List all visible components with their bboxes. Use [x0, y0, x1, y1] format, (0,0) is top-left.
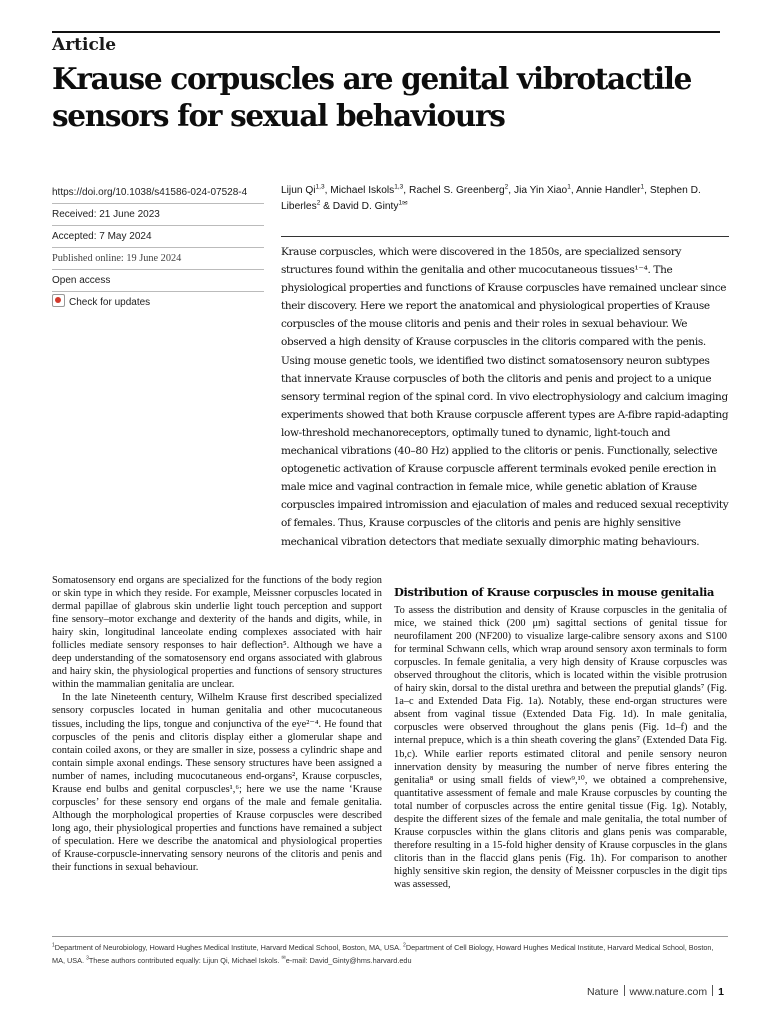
author-name[interactable]: Jia Yin Xiao: [513, 185, 568, 196]
author-affiliation: 2: [316, 199, 321, 207]
journal-url[interactable]: www.nature.com: [629, 986, 708, 998]
author-separator: ,: [570, 185, 576, 196]
accepted-date: Accepted: 7 May 2024: [52, 226, 264, 248]
section-heading: Distribution of Krause corpuscles in mouse genitalia: [394, 585, 715, 599]
journal-name: Nature: [587, 986, 619, 998]
affiliation-2: Department of Cell Biology, Howard Hughes Medical Institute, Harvard Medical School, Boston, MA, USA.: [52, 943, 714, 965]
footnote-mark: 1: [52, 942, 55, 949]
affiliations-footnote: [52, 936, 728, 967]
equal-contribution-note: These authors contributed equally: Lijun Qi, Michael Iskols.: [88, 956, 280, 965]
check-for-updates-button[interactable]: [52, 292, 264, 313]
page-footer: [587, 985, 724, 998]
page-number: 1: [718, 986, 724, 998]
results-column: [394, 583, 727, 891]
email-icon: ✉: [281, 955, 286, 961]
author-name[interactable]: Rachel S. Greenberg: [408, 185, 505, 196]
check-for-updates-icon: [52, 294, 65, 307]
intro-paragraph: In the late Nineteenth century, Wilhelm Krause first described specialized sensory corpuscles located in human genitalia and other mucocutaneous tissues, including the lips, tongue and conjunctiva of the eye²⁻⁴. He found that corpuscles of the penis and clitoris display either a glomerular shape and contain coiled axons, or they are smaller in size, possess a cylindric shape and contain simple axonal endings. These sensory structures have been assigned a number of names, including mucocutaneous end-organs², Krause corpuscles, Krause end bulbs and genital corpuscles¹,⁶; here we use the name ‘Krause corpuscles’ for these sensory end organs of the male and female genitalia. Although the morphological properties of Krause corpuscles were described long ago, their physiological properties and functions have remained a subject of speculation. Here we describe the anatomical and physiological properties of Krause-corpuscle-innervating sensory neurons of the clitoris and penis and their functions in sexual behaviour.: [52, 692, 382, 874]
email-icon: ✉: [402, 200, 408, 207]
open-access-label: Open access: [52, 270, 264, 292]
footer-divider: [624, 985, 625, 996]
affiliation-1: Department of Neurobiology, Howard Hughes Medical Institute, Harvard Medical School, Boston, MA, USA.: [54, 943, 402, 952]
author-list: [281, 183, 701, 215]
author-name[interactable]: Michael Iskols: [330, 185, 395, 196]
article-type-label: Article: [52, 31, 720, 55]
doi-link[interactable]: https://doi.org/10.1038/s41586-024-07528-4: [52, 182, 264, 204]
author-affiliation: 1,3: [394, 183, 404, 191]
author-affiliation: 1: [567, 183, 571, 191]
article-metadata: [52, 182, 264, 313]
author-affiliation: 2: [504, 183, 509, 191]
author-separator: ,: [508, 185, 514, 196]
author-separator: ,: [403, 185, 409, 196]
author-name[interactable]: Lijun Qi: [281, 185, 316, 196]
abstract: Krause corpuscles, which were discovered in the 1850s, are specialized sensory structures found within the genitalia and other mucocutaneous tissues¹⁻⁴. The physiological properties and functions of Krause corpuscles have remained unclear since their discovery. Here we report the anatomical and physiological properties of Krause corpuscles of the mouse clitoris and penis and their roles in sexual behaviour. We observed a high density of Krause corpuscles in the clitoris compared with the penis. Using mouse genetic tools, we identified two distinct somatosensory neuron subtypes that innervate Krause corpuscles of both the clitoris and penis and project to a unique sensory terminal region of the spinal cord. In vivo electrophysiology and calcium imaging experiments showed that both Krause corpuscle afferent types are A-fibre rapid-adapting low-threshold mechanoreceptors, optimally tuned to dynamic, light-touch and mechanical vibrations (40–80 Hz) applied to the clitoris or penis. Functionally, selective optogenetic activation of Krause corpuscle afferent terminals evoked penile erection in male mice and vaginal contraction in female mice, while genetic ablation of Krause corpuscles impaired intromission and ejaculation of males and reduced sexual receptivity of females. Thus, Krause corpuscles of the clitoris and penis are highly sensitive mechanical vibration detectors that mediate sexually dimorphic mating behaviours.: [281, 236, 729, 551]
author-name[interactable]: Stephen D. Liberles: [281, 185, 701, 212]
published-date: Published online: 19 June 2024: [52, 248, 264, 270]
author-affiliation: 1: [398, 199, 403, 207]
section-paragraph: To assess the distribution and density of Krause corpuscles in the genitalia of mice, we stained thick (200 μm) sagittal sections of genital tissue for neurofilament 200 (NF200) to visualize large-calibre sensory axons and S100 for terminal Schwann cells, which wrap around sensory axon terminals to form corpuscles. In female genitalia, a very high density of Krause corpuscles was observed throughout the clitoris, which is located within the visible protrusion of hairy skin, dorsal to the distal urethra and between the preputial glands⁷ (Fig. 1a–c and Extended Data Fig. 1a). Notably, these end-organ structures were absent from vaginal tissue (Extended Data Fig. 1d). In male genitalia, corpuscles were observed throughout the glans penis (Fig. 1d–f) and the internal prepuce, which is a thin sheath covering the glans⁷ (Extended Data Fig. 1b,c). While earlier reports estimated clitoral and penile sensory neuron innervation density by measuring the number of nerve fibres entering the genitalia⁸ or using small fields of view⁹,¹⁰, we obtained a comprehensive, quantitative assessment of female and male Krause corpuscles by counting the total number of corpuscles across the entire genital tissue (Fig. 1g). Notably, despite the different sizes of the female and male genitalia, the total number of Krause corpuscles within the glans clitoris and glans penis was comparable, therefore resulting in a 15-fold higher density of Krause corpuscles in the glans clitoris than in the flaccid glans penis (Fig. 1h). For comparison to another highly sensitive skin region, the density of Meissner corpuscles in the digit tips was assessed,: [394, 605, 727, 890]
footnote-mark: 3: [86, 955, 89, 962]
author-affiliation: 1,3: [315, 183, 325, 191]
check-for-updates-label: Check for updates: [69, 297, 151, 308]
author-name[interactable]: Annie Handler: [575, 185, 641, 196]
corresponding-email[interactable]: e-mail: David_Ginty@hms.harvard.edu: [285, 956, 412, 965]
intro-column: [52, 574, 382, 874]
author-separator: ,: [324, 185, 331, 196]
author-separator: &: [320, 201, 333, 212]
footer-divider: [712, 985, 713, 996]
author-affiliation: 1: [640, 183, 645, 191]
intro-paragraph: Somatosensory end organs are specialized for the functions of the body region or skin type in which they reside. For example, Meissner corpuscles located in dermal papillae of glabrous skin underlie light touch perception and support fine sensory–motor exchange and dexterity of the hands and digits, while, in hairy skin, longitudinal lanceolate ending complexes associated with hair follicles mediate sensory responses to hair deflection⁵. Although we have a deep understanding of the somatosensory end organs associated with glabrous and hairy skin, the physiological properties and functions of sensory structures within the mammalian genitalia are unclear.: [52, 575, 382, 691]
received-date: Received: 21 June 2023: [52, 204, 264, 226]
footnote-mark: 2: [403, 942, 406, 949]
author-name[interactable]: David D. Ginty: [332, 201, 399, 212]
author-separator: ,: [644, 185, 650, 196]
article-title: Krause corpuscles are genital vibrotactile sensors for sexual behaviours: [52, 61, 692, 133]
